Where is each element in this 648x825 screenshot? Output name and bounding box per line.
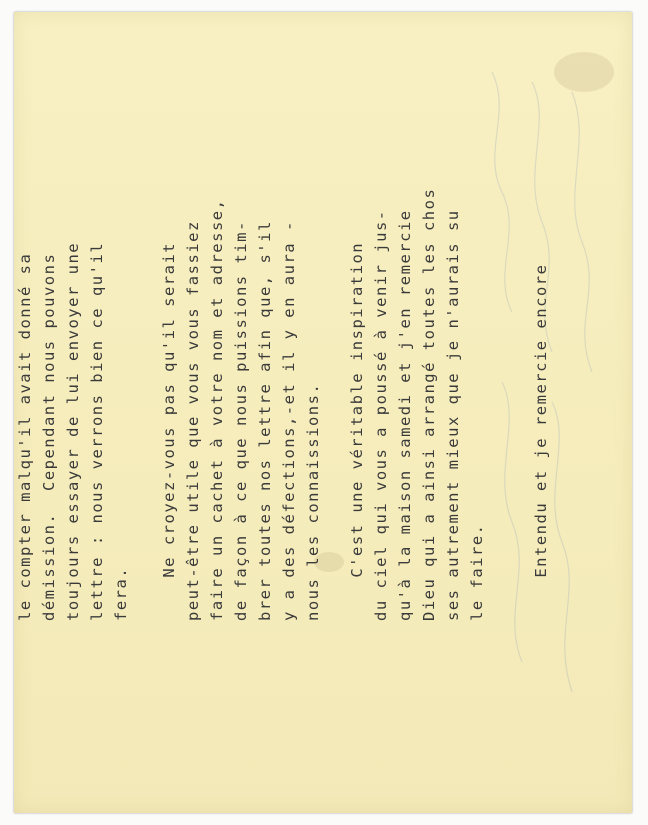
text-line: toujours essayer de lui envoyer une <box>64 241 82 621</box>
text-line: le faire. <box>468 523 486 621</box>
text-line: C'est une véritable inspiration <box>348 241 366 621</box>
text-line: Ne croyez-vous pas qu'il serait <box>160 241 178 621</box>
text-line: démission. Cependant nous pouvons <box>40 252 58 621</box>
text-line: de façon à ce que nous puissions tim- <box>232 220 250 621</box>
text-line: qu'à la maison samedi et j'en remercie <box>396 209 414 621</box>
text-line: fera. <box>112 566 130 621</box>
text-line: peut-être utile que vous vous fassiez <box>184 220 202 621</box>
text-line: le compter malqu'il avait donné sa <box>16 252 34 621</box>
paper-sheet <box>14 12 632 813</box>
text-line: brer toutes nos lettre afin que, s'il <box>256 220 274 621</box>
text-line: lettre : nous verrons bien ce qu'il <box>88 241 106 621</box>
text-line: du ciel qui vous a poussé à venir jus- <box>372 209 390 621</box>
text-line: y a des défections,-et il y en aura - <box>280 220 298 621</box>
text-line: nous les connaissions. <box>304 382 322 621</box>
typed-letter-text <box>14 12 632 813</box>
text-line: Dieu qui a ainsi arrangé toutes les chos <box>420 187 438 621</box>
text-line: faire un cachet à votre nom et adresse, <box>208 198 226 621</box>
text-line: ses autrement mieux que je n'aurais su <box>444 209 462 621</box>
text-line: Entendu et je remercie encore <box>532 263 550 621</box>
